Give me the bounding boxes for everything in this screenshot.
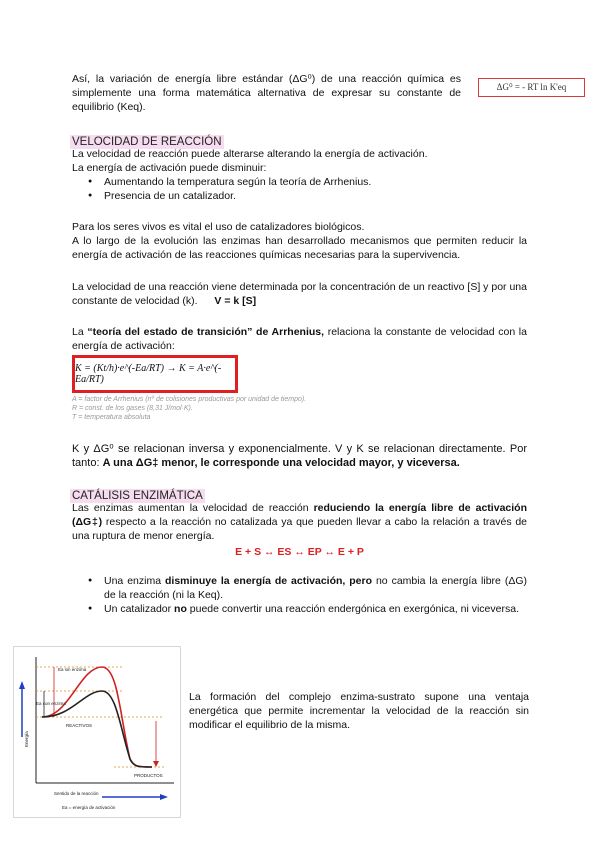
energy-arrow-head bbox=[19, 681, 25, 689]
velocity-paragraph bbox=[72, 280, 527, 308]
figure-text bbox=[189, 690, 529, 732]
arrhenius-formula: K = (Kt/h)·e^(-Ea/RT) → K = A·e^(-Ea/RT) bbox=[75, 363, 222, 385]
delta-g-arrow-head bbox=[153, 761, 159, 767]
list-item bbox=[82, 574, 527, 602]
arrhenius-prefix: La bbox=[72, 326, 88, 338]
list-item: ● Aumentando la temperatura según la teoría de Arrhenius. bbox=[82, 175, 532, 189]
bullet-2-bold: no bbox=[174, 603, 187, 615]
list-item bbox=[82, 602, 527, 616]
label-ea-con: Ea con enzima bbox=[36, 701, 66, 706]
section-velocidad-title: VELOCIDAD DE REACCIÓN bbox=[72, 136, 222, 148]
bullet-1-bold: disminuye la energía de activación, bbox=[165, 575, 346, 587]
bullet-2-start: Un catalizador bbox=[104, 603, 175, 615]
free-energy-formula-text: ΔG⁰ = - RT ln K'eq bbox=[496, 82, 567, 92]
free-energy-formula bbox=[478, 78, 585, 97]
catalisis-text-end: respecto a la reacción no catalizada ya que pueden llevar a cabo la relación a través de una ruptura de menor energía. bbox=[72, 516, 527, 542]
velocity-text: La velocidad de una reacción viene determinada por la concentración de un reactivo [S] y por una constante de velocidad (k). bbox=[72, 281, 527, 307]
section-velocidad-body bbox=[72, 147, 532, 203]
intro-text: Así, la variación de energía libre estándar (ΔG⁰) de una reacción química es simplemente una forma matemática alternativa de expresar su constante de equilibrio (Keq). bbox=[72, 73, 461, 113]
arrhenius-rest: relaciona la constante de velocidad con la energía de activación: bbox=[72, 326, 527, 352]
bullet-1-start: Una enzima bbox=[104, 575, 165, 587]
note-t: T = temperatura absoluta bbox=[72, 414, 151, 421]
note-a: A = factor de Arrhenius (nº de colisiones productivas por unidad de tiempo). bbox=[72, 396, 307, 403]
arrhenius-paragraph bbox=[72, 325, 527, 353]
bullet-1-end: no cambia la energía libre (ΔG) de la reacción (ni la Keq). bbox=[104, 575, 527, 601]
relation-conclusion: A una ΔG‡ menor, le corresponde una velocidad mayor, y viceversa. bbox=[102, 457, 460, 469]
label-energia: Energía bbox=[24, 731, 29, 747]
note-r: R = const. de los gases (8,31 J/mol·K). bbox=[72, 405, 193, 412]
catalisis-bullets bbox=[82, 574, 527, 616]
relation-paragraph bbox=[72, 442, 527, 470]
activation-bullet-list bbox=[72, 175, 532, 203]
arrhenius-formula-box bbox=[72, 355, 238, 393]
enzyme-reaction bbox=[72, 546, 527, 558]
catalizadores-paragraph bbox=[72, 220, 527, 262]
figure-description: La formación del complejo enzima-sustrato supone una ventaja energética que permite incrementar la velocidad de la reacción sin modificar el equilibrio de la misma. bbox=[189, 691, 529, 731]
catalisis-paragraph bbox=[72, 501, 527, 543]
arrhenius-bold: “teoría del estado de transición” de Arrhenius, bbox=[87, 326, 325, 338]
label-ea-sin: Ea sin enzima bbox=[58, 667, 87, 672]
catalisis-bold: reduciendo la energía libre de activación (ΔG‡) bbox=[72, 502, 527, 528]
catalisis-text-start: Las enzimas aumentan la velocidad de reacción bbox=[72, 502, 314, 514]
label-caption: Ea = energía de activación bbox=[62, 805, 116, 810]
velocidad-line-2: La energía de activación puede disminuir: bbox=[72, 162, 267, 174]
catalizadores-line: Para los seres vivos es vital el uso de catalizadores biológicos. bbox=[72, 221, 365, 233]
evolucion-text: A lo largo de la evolución las enzimas han desarrollado mecanismos que permiten reducir la energía de activación de las reacciones químicas necesarias para la supervivencia. bbox=[72, 235, 527, 261]
section-catalisis-title: CATÁLISIS ENZIMÁTICA bbox=[72, 490, 203, 502]
relation-text: K y ΔG⁰ se relacionan inversa y exponencialmente. V y K se relacionan directamente. Por tanto: bbox=[72, 443, 527, 469]
catalisis-bullet-list bbox=[82, 574, 527, 616]
label-productos: PRODUCTOS bbox=[134, 773, 163, 778]
enzyme-reaction-text: E + S ↔ ES ↔ EP ↔ E + P bbox=[235, 546, 364, 558]
intro-paragraph bbox=[72, 72, 461, 114]
arrhenius-notes bbox=[72, 395, 372, 422]
bullet-2-end: puede convertir una reacción endergónica en exergónica, ni viceversa. bbox=[186, 603, 519, 615]
label-reactivos: REACTIVOS bbox=[66, 723, 93, 728]
bullet-1-pero: pero bbox=[345, 575, 373, 587]
energy-diagram-svg bbox=[14, 647, 180, 817]
energy-diagram bbox=[13, 646, 181, 818]
list-item: ● Presencia de un catalizador. bbox=[82, 189, 532, 203]
reaction-arrow-head bbox=[160, 794, 168, 800]
velocity-equation: V = k [S] bbox=[214, 295, 257, 307]
velocidad-line-1: La velocidad de reacción puede alterarse alterando la energía de activación. bbox=[72, 148, 428, 160]
label-sentido: Sentido de la reacción bbox=[54, 791, 99, 796]
